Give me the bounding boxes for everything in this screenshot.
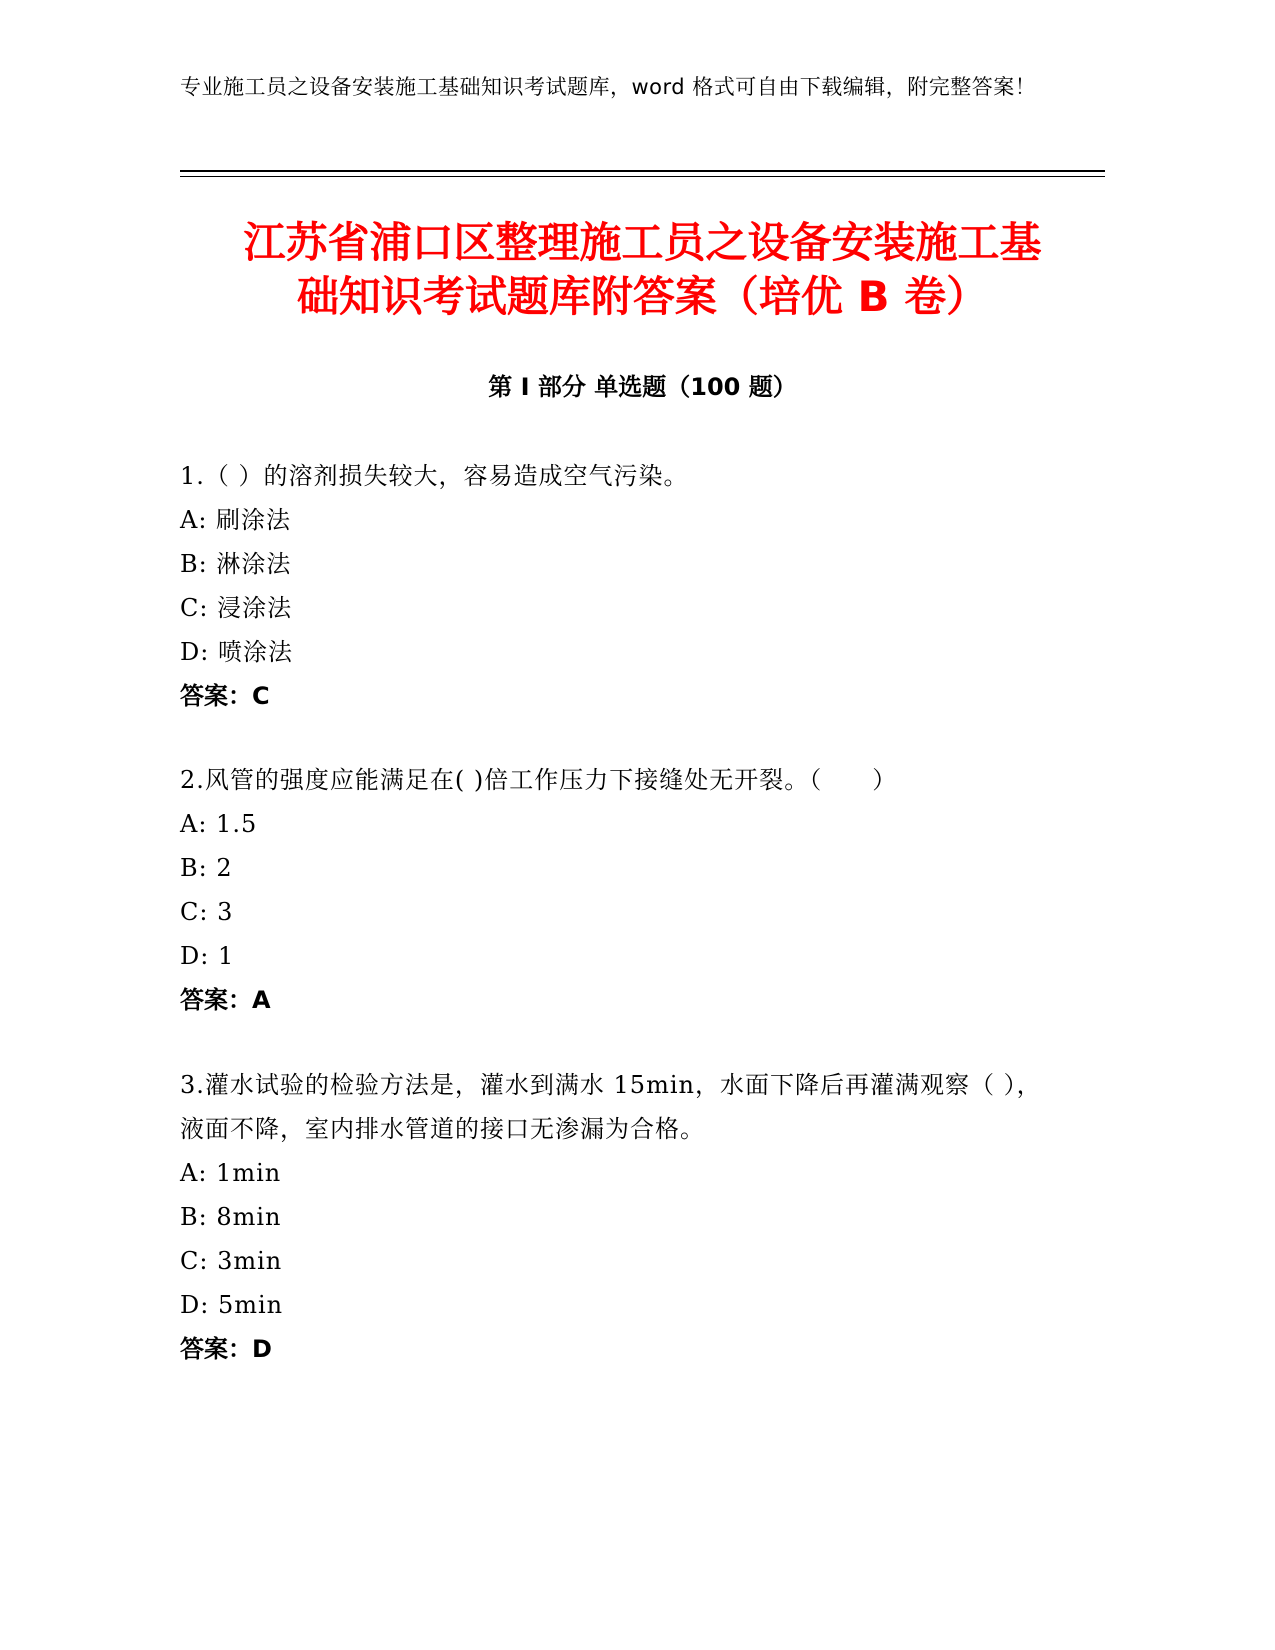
option-c: C: 3min [180, 1247, 283, 1275]
option-a: A: 刷涂法 [180, 506, 292, 534]
document-title [180, 216, 1105, 324]
document-title-line-1: 江苏省浦口区整理施工员之设备安装施工基 [243, 218, 1042, 267]
option-d: D: 1 [180, 942, 235, 970]
question-1 [180, 454, 1060, 718]
question-stem: 3.灌水试验的检验方法是，灌水到满水 15min，水面下降后再灌满观察（ ），液面不降，室内排水管道的接口无渗漏为合格。 [180, 1071, 1042, 1143]
option-b: B: 2 [180, 854, 233, 882]
option-a: A: 1min [180, 1159, 282, 1187]
header-note: 专业施工员之设备安装施工基础知识考试题库，word 格式可自由下载编辑，附完整答案！ [180, 75, 1037, 99]
option-b: B: 淋涂法 [180, 550, 292, 578]
answer: 答案：C [180, 682, 270, 710]
option-c: C: 浸涂法 [180, 594, 293, 622]
option-c: C: 3 [180, 898, 234, 926]
option-b: B: 8min [180, 1203, 282, 1231]
question-3 [180, 1063, 1060, 1371]
document-title-line-2: 础知识考试题库附答案（培优 B 卷） [296, 272, 989, 321]
answer: 答案：A [180, 986, 271, 1014]
header-divider-thin [180, 176, 1105, 177]
section-heading: 第 I 部分 单选题（100 题） [488, 373, 797, 401]
option-d: D: 5min [180, 1291, 284, 1319]
question-2 [180, 758, 1060, 1022]
option-a: A: 1.5 [180, 810, 258, 838]
question-stem: 1.（ ）的溶剂损失较大，容易造成空气污染。 [180, 462, 689, 490]
option-d: D: 喷涂法 [180, 638, 293, 666]
header-divider-thick [180, 170, 1105, 172]
question-stem: 2.风管的强度应能满足在( )倍工作压力下接缝处无开裂。（ ） [180, 766, 898, 794]
answer: 答案：D [180, 1335, 272, 1363]
